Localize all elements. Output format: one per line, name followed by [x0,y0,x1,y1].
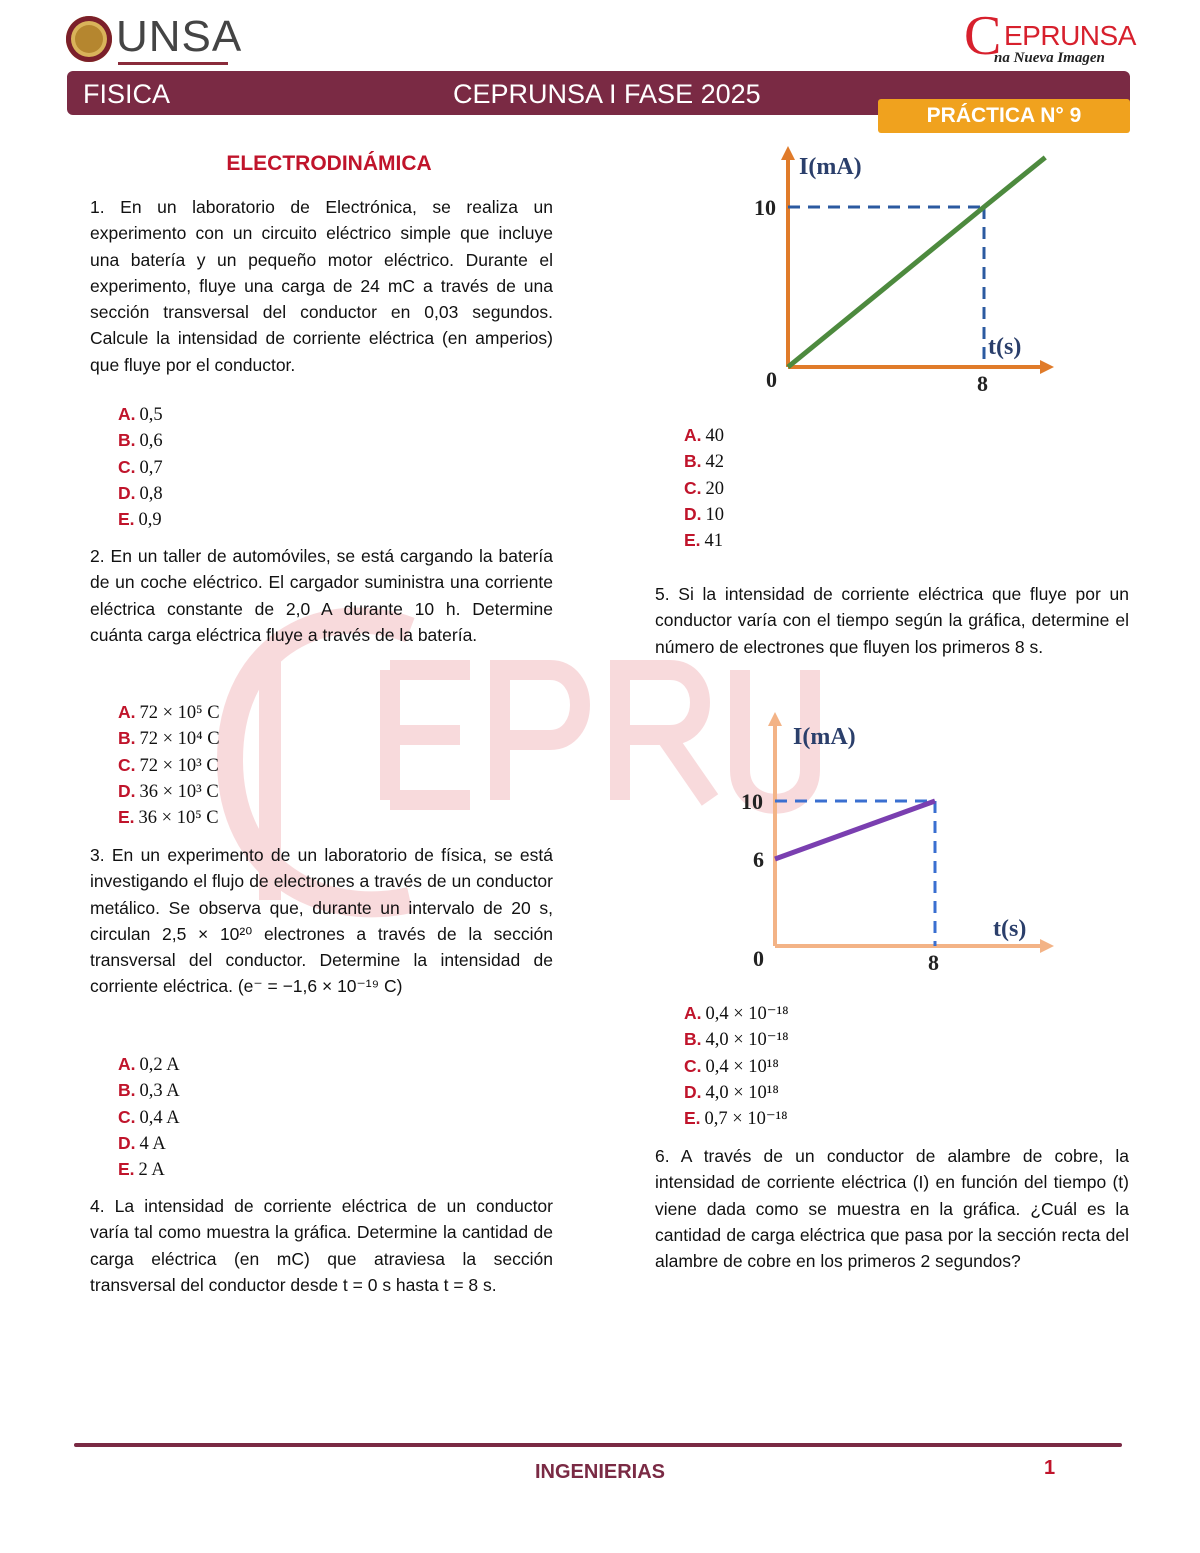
option [118,699,581,725]
option [684,527,1158,553]
option-value: 4,0 × 10¹⁸ [705,1082,779,1103]
option-value: 4 A [139,1133,166,1154]
option-value: 0,3 A [139,1081,180,1102]
question-2-options [118,699,581,830]
y-tick-label: 10 [741,789,763,814]
option-letter: B. [684,451,702,472]
option-value: 0,8 [139,483,163,504]
option-value: 4,0 × 10⁻¹⁸ [705,1030,789,1051]
university-seal-icon [66,16,112,62]
series-line [775,801,935,859]
y-axis-label: I(mA) [793,724,856,750]
option-letter: C. [118,1106,136,1127]
option-letter: C. [684,1055,702,1076]
origin-label: 0 [753,946,764,971]
option-letter: B. [118,1080,136,1101]
ceprunsa-logo-text: EPRUNSA [1004,20,1136,51]
x-axis-label: t(s) [988,334,1022,360]
y-axis-arrow [781,146,795,160]
question-1-text: 1. En un laboratorio de Electrónica, se realiza un experimento con un circuito eléctrico simple que incluye una batería y un pequeño motor eléctrico. Durante el experimento, fluye una carga de 24 mC a través de una sección transversal del conductor en 0,03 segundos. Calcule la intensidad de corriente eléctrica (en amperios) que fluye por el conductor. [90,197,553,375]
option [684,1079,1158,1105]
option-value: 10 [705,504,724,525]
chart-current-vs-time-2 [725,708,1065,980]
option [684,1026,1158,1052]
option-value: 72 × 10³ C [139,755,219,776]
option [118,1077,581,1103]
option-value: 72 × 10⁴ C [139,729,220,750]
unsa-logo-text: UNSA [116,12,243,61]
question-5-text: 5. Si la intensidad de corriente eléctrica que fluye por un conductor varía con el tiempo según la gráfica, determine el número de electrones que fluyen los primeros 8 s. [655,584,1129,657]
option-value: 0,4 A [139,1107,180,1128]
option-letter: A. [684,1003,702,1023]
option-letter: E. [684,1108,701,1129]
question-4-options [684,422,1158,553]
option-letter: A. [118,1054,136,1074]
question-6-text: 6. A través de un conductor de alambre de cobre, la intensidad de corriente eléctrica (I) en función del tiempo (t) viene dada como se muestra en la gráfica. ¿Cuál es la cantidad de carga eléctrica que pasa por la sección recta del alambre de cobre en los primeros 2 segundos? [655,1146,1129,1272]
option-value: 36 × 10⁵ C [138,808,219,829]
option [684,501,1158,527]
option-letter: B. [118,430,136,451]
footer-divider [74,1443,1122,1447]
option [118,454,581,480]
option-letter: E. [118,807,135,828]
footer-label: INGENIERIAS [534,1461,666,1483]
x-tick-label: 8 [977,371,988,396]
option [118,1051,581,1077]
option-value: 0,5 [139,405,163,425]
option [118,804,581,830]
y-axis-arrow [768,712,782,726]
question-1-options [118,401,581,532]
section-title: ELECTRODINÁMICA [226,152,432,175]
option [118,480,581,506]
option [684,422,1158,448]
option [118,506,581,532]
x-axis-arrow [1040,360,1054,374]
option [684,1000,1158,1026]
option-letter: A. [118,702,136,722]
option [118,1156,581,1182]
y-tick-label: 6 [753,847,764,872]
question-2-text: 2. En un taller de automóviles, se está cargando la batería de un coche eléctrico. El cargador suministra una corriente eléctrica constante de 2,0 A durante 10 h. Determine cuánta carga eléctrica fluye a través de la batería. [90,546,553,645]
option-letter: E. [118,509,135,530]
phase-label: CEPRUNSA I FASE 2025 [453,79,761,109]
ceprunsa-logo [964,5,1136,68]
ceprunsa-tagline: na Nueva Imagen [994,50,1105,66]
option-value: 0,7 × 10⁻¹⁸ [704,1109,788,1130]
option-letter: B. [118,728,136,749]
x-axis-arrow [1040,939,1054,953]
option-value: 20 [705,478,724,499]
option [118,427,581,453]
unsa-logo-underline [118,62,228,65]
option-value: 0,4 × 10¹⁸ [705,1056,779,1077]
option-letter: A. [118,404,136,424]
option-letter: C. [684,477,702,498]
y-tick-label: 10 [754,195,776,220]
option-letter: D. [118,780,136,801]
option [684,448,1158,474]
y-axis-label: I(mA) [799,154,862,180]
option [118,1104,581,1130]
option-letter: E. [118,1159,135,1180]
option-letter: D. [684,503,702,524]
option-value: 42 [705,452,724,473]
option [684,475,1158,501]
option-value: 0,2 A [139,1055,180,1075]
option [118,752,581,778]
question-3-options [118,1051,581,1182]
option [118,1130,581,1156]
subject-label: FISICA [83,79,171,109]
option-value: 0,9 [138,510,162,531]
question-4-text: 4. La intensidad de corriente eléctrica de un conductor varía tal como muestra la gráfica. Determine la cantidad de carga eléctrica (en mC) que atraviesa la sección transversal del conductor desde t = 0 s hasta t = 8 s. [90,1196,553,1295]
option-value: 72 × 10⁵ C [139,703,220,723]
option-letter: D. [684,1081,702,1102]
option-letter: B. [684,1029,702,1050]
option-value: 36 × 10³ C [139,781,219,802]
x-tick-label: 8 [928,950,939,975]
option [684,1105,1158,1131]
question-5-options [684,1000,1158,1131]
option-value: 2 A [138,1160,165,1181]
option-letter: A. [684,425,702,445]
chart-current-vs-time-1 [735,140,1075,400]
page-number: 1 [1044,1457,1056,1479]
ceprunsa-c-glyph: C [964,5,1002,67]
question-3-text: 3. En un experimento de un laboratorio de física, se está investigando el flujo de electrones a través de un conductor metálico. Se observa que, durante un intervalo de 20 s, circulan 2,5 × 10²⁰ electrones a través de la sección transversal del conductor. Determine la intensidad de corriente eléctrica. (e⁻ = −1,6 × 10⁻¹⁹ C) [90,845,553,997]
option [118,725,581,751]
option [684,1053,1158,1079]
origin-label: 0 [766,367,777,392]
option-letter: E. [684,530,701,551]
option-value: 41 [704,531,724,552]
option-value: 40 [705,426,724,446]
option-letter: D. [118,1132,136,1153]
practice-badge: PRÁCTICA N° 9 [878,99,1130,133]
option-value: 0,6 [139,431,163,452]
option [118,401,581,427]
option-value: 0,7 [139,457,163,478]
option [118,778,581,804]
x-axis-label: t(s) [993,916,1027,942]
option-letter: D. [118,482,136,503]
option-letter: C. [118,754,136,775]
option-letter: C. [118,456,136,477]
unsa-logo [66,12,243,68]
option-value: 0,4 × 10⁻¹⁸ [705,1004,789,1024]
